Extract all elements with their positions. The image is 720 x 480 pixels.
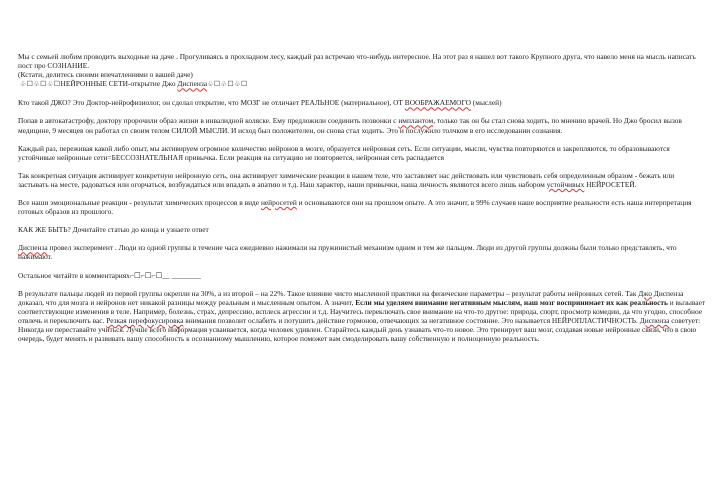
p10-text-a: В результате пальцы людей из первой группы окрепли на 30%, а из второй – на 22%. Такое влияние чисто мысленной практики на физические параметры – результат работы нейронных сетей. Так [18, 288, 639, 298]
paragraph-situation [18, 171, 706, 189]
p5-text-c: НЕЙРОСЕТЕЙ. [584, 179, 637, 189]
paragraph-comments: Остальное читайте в комментариях⌐☐⌐☐⌐☐__ ________ [18, 270, 202, 280]
p10-text-i: советует: Никогда не переставайте учиться. Лучше всего информация усваивается, когда человек удивлен. Старайтесь каждый день узнавать что-то новое. Это тренирует ваш мозг, создавая новые нейронные связи, что в свою очередь, будет менять и развивать вашу способность к осознанному мышлению, которое поможет вам смоделировать вашу собственную и полноценную реальность. [18, 315, 701, 344]
paragraph-question: КАК ЖЕ БЫТЬ? Дочитайте статью до конца и узнаете ответ [18, 225, 209, 235]
p10-text-d: Если мы уделяем внимание негативным мыслям, наш мозг воспринимает их как реальность [355, 297, 668, 307]
p10-text-g: внимания позволит ослабить и потушить действие гормонов, отвечающих за негативное состояние. Это называется НЕЙРОПЛАСТИЧНОСТЬ. [183, 315, 640, 325]
p3-text-b: имплантом [398, 116, 434, 126]
p10-text-f: Резкая перефокусировка [106, 315, 184, 325]
p10-text-b: Джо [638, 288, 652, 298]
p3-text-c: , только так он бы стал снова ходить, по мнению врачей. Но Джо бросил вызов медицине, 9 месяцев он работал со своим телом СИЛОЙ МЫСЛИ. И исход был положителен, он снова стал ходить. Это и послужило толчком в его исследовании сознания. [18, 116, 682, 135]
intro-text-b: На этот раз я нашел вот такого Крупного друга, что навело меня на мысль написать пост про СОЗНАНИЕ. [18, 52, 696, 71]
decor-marks-right: ♧☐♧☐♧☐ [207, 80, 248, 89]
p10-text-c: Диспенза доказал, что для мозга и нейронов нет никакой разницы между реальным и мысленным опытом. А значит, [18, 288, 684, 307]
p8-text-b: провел эксперимент . Люди из одной группы в течение часа ежедневно нажимали на пружинистый механизм одним и тем же пальцем. Люди из другой группы должны были только представлять, что нажимают. [18, 243, 677, 262]
p2-text-a: Кто такой ДЖО? Это Доктор-нейрофизиолог, он сделал открытие, что МОЗГ не отличает РЕАЛЬНОЕ (материальное), ОТ [18, 98, 405, 108]
decor-marks-left: ♧☐♧☐♧☐ [19, 80, 61, 89]
heading-name: Диспенза [177, 79, 208, 89]
intro-text-a: Мы с семьей любим проводить выходные на даче . Прогуливаясь в прохладном лесу, каждый раз встречаю что-нибудь интересное. [18, 52, 433, 61]
p8-text-a: Диспенза [18, 243, 48, 253]
p3-text-a: Попав в автокатастрофу, доктору пророчили образ жизни в инвалидной коляске. Ему предложили соединить позвонки с [18, 116, 399, 126]
paragraph-accident [18, 116, 706, 134]
paragraph-emotions [18, 198, 706, 216]
intro-text-c: (Кстати, делитесь своими впечатлениями о вашей даче) [18, 70, 193, 80]
p5-text-b: устойчивых [546, 179, 585, 189]
p6-text-b: нейросетей [260, 198, 297, 208]
p10-text-h: Диспенза [639, 315, 670, 325]
p10-text-e: и вызывает соответствующие изменения в теле. Например, болезнь, страх, депрессию, всплеск агрессии и т.д. Научитесь переключать свое внимание на что-то другое: природа, спорт, просмотр комедии, да что угодно, способное отвлечь и переключить вас. [18, 297, 706, 325]
p6-text-c: и основываются они на прошлом опыте. А это значит, в 99% случаев наше восприятие реальности есть наша интерпретация готовых образов из прошлого. [18, 198, 692, 217]
paragraph-results [18, 289, 706, 344]
paragraph-neural-network: Каждый раз, переживая какой либо опыт, мы активируем огромное количество нейронов в мозге, образуется нейронная сеть. Если ситуации, мысли, чувства повторяются и закрепляются, то образовываются устойчивые нейронные сети=БЕССОЗНАТЕЛЬНАЯ привычка. Если реакция на ситуацию не повторяется, нейронная сеть распадается [18, 143, 670, 162]
p5-text-a: Так конкретная ситуация активирует конкретную нейронную сеть, она активирует химические реакции в нашем теле, что заставляет нас действовать или чувствовать себя определенным образом - бежать или застывать на месте, радоваться или огорчаться, возбуждаться или впадать в апатию и т.д. Наш характер, наши привычки, наша личность являются всего лишь набором [18, 170, 675, 189]
p2-text-b: ВООБРАЖАЕМОГО [404, 98, 471, 108]
p2-text-c: (мыслей) [470, 98, 502, 108]
paragraph-who-is-joe [18, 98, 706, 107]
paragraph-experiment [18, 243, 706, 261]
heading-line [18, 79, 706, 89]
document-body [18, 52, 706, 343]
p6-text-a: Все наши эмоциональные реакции - результат химических процессов в виде [18, 198, 261, 208]
heading-text: НЕЙРОННЫЕ СЕТИ-открытие Джо [60, 79, 178, 89]
paragraph-intro [18, 52, 706, 79]
